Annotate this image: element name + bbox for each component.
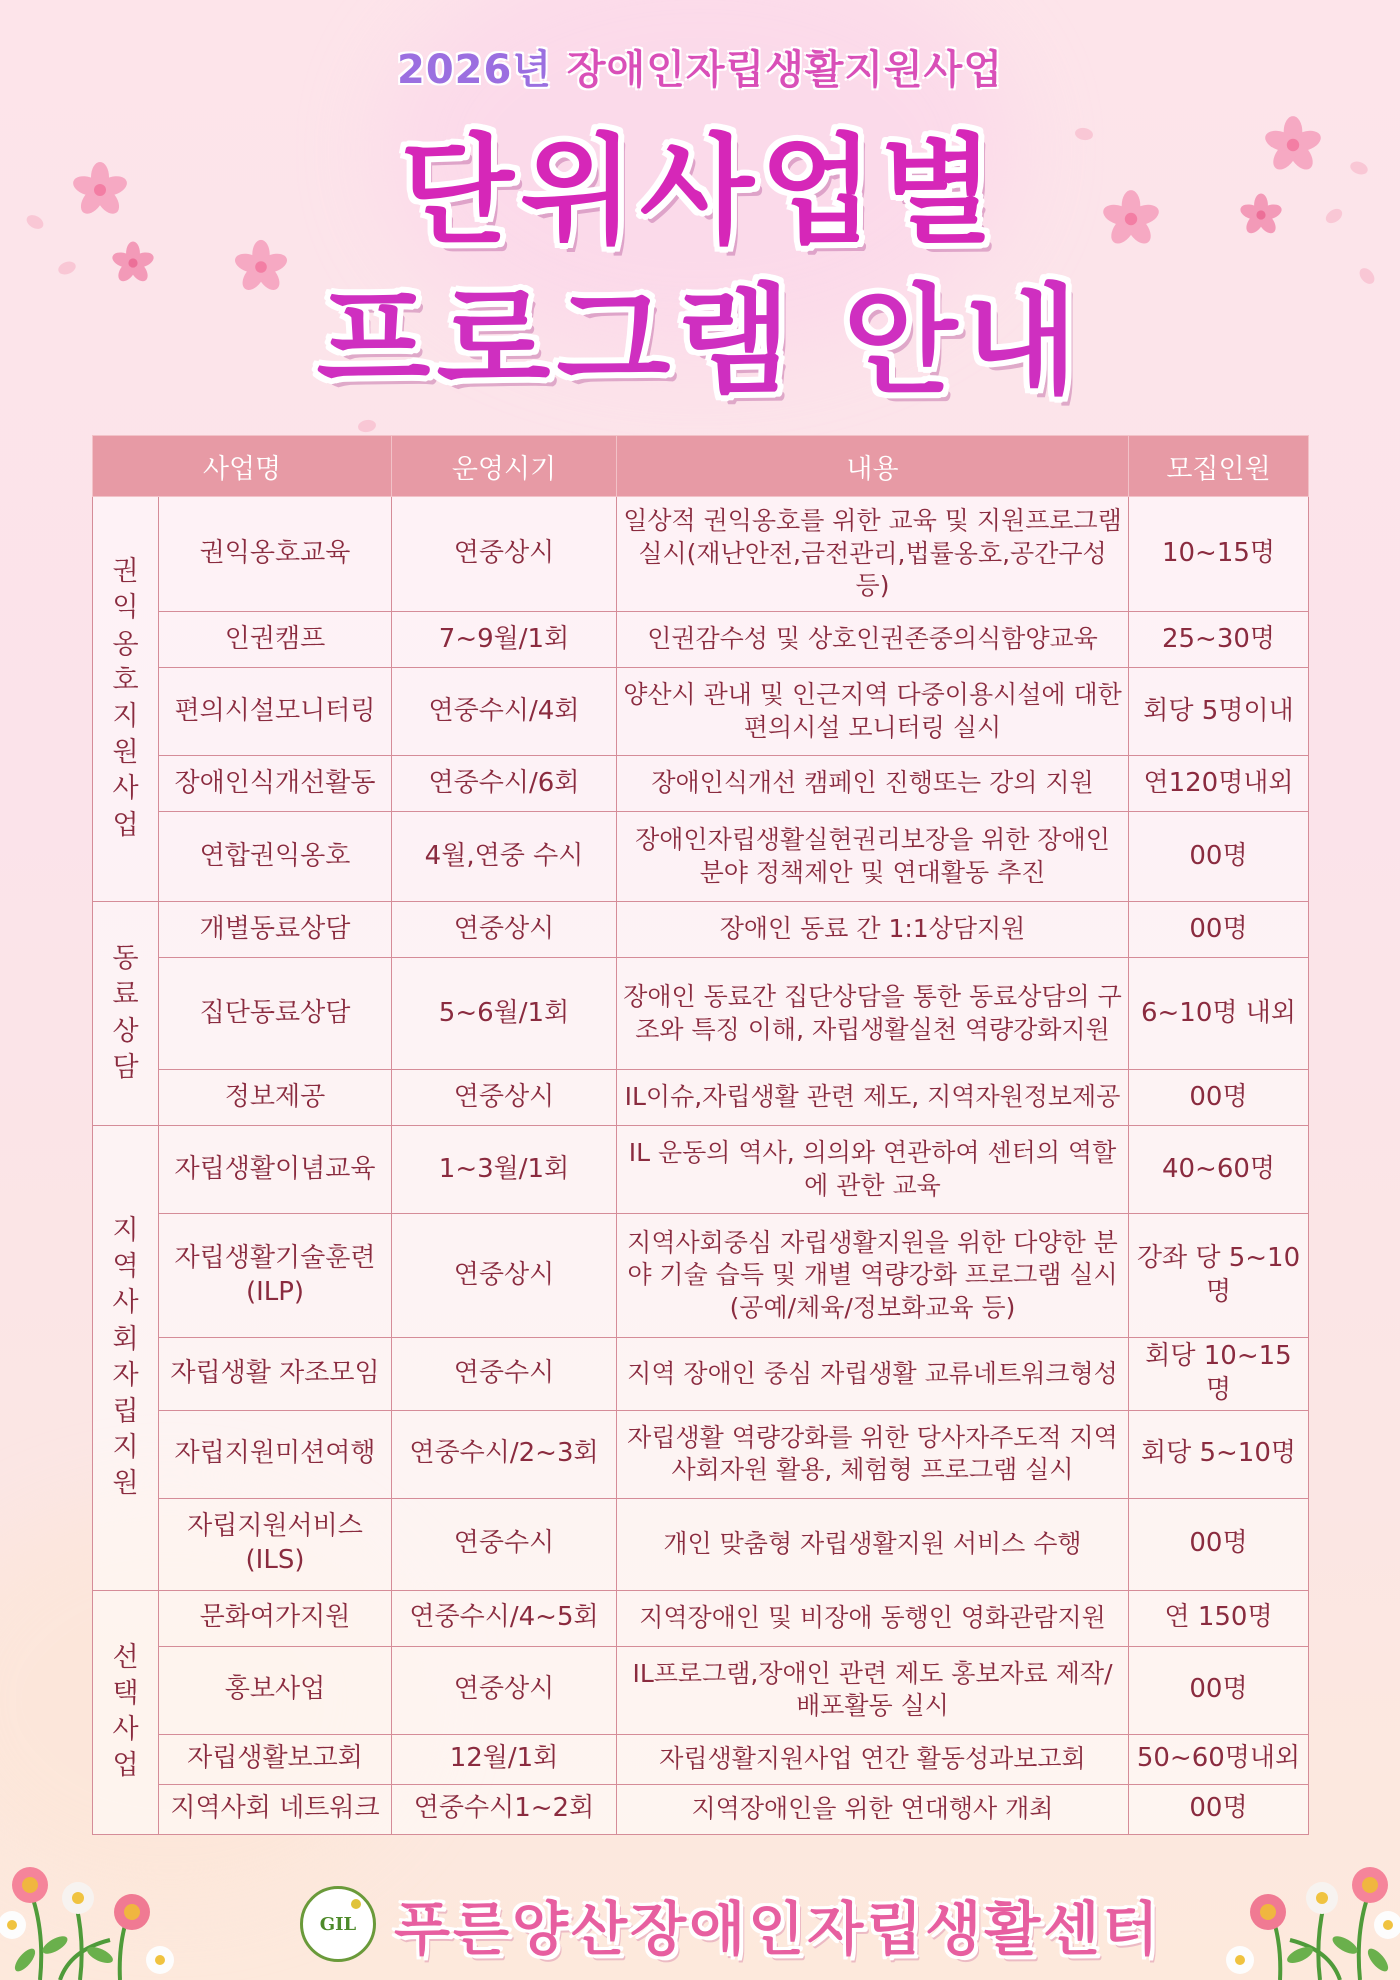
program-content: IL프로그램,장애인 관련 제도 홍보자료 제작/배포활동 실시 bbox=[617, 1646, 1129, 1734]
program-table bbox=[92, 435, 1309, 1835]
program-content: 지역사회중심 자립생활지원을 위한 다양한 분야 기술 습득 및 개별 역량강화 프로그램 실시(공예/체육/정보화교육 등) bbox=[617, 1214, 1129, 1338]
program-period: 연중상시 bbox=[392, 1070, 617, 1126]
category-cell bbox=[93, 1590, 159, 1834]
table-row bbox=[93, 1784, 1309, 1834]
logo-text: GIL bbox=[319, 1913, 357, 1935]
category-label: 지역사회자립지원 bbox=[112, 1215, 139, 1500]
table-row bbox=[93, 1590, 1309, 1646]
poster-subtitle bbox=[0, 38, 1400, 95]
category-label: 권익옹호지원사업 bbox=[112, 556, 139, 841]
table-row bbox=[93, 958, 1309, 1070]
column-header-period: 운영시기 bbox=[392, 436, 617, 497]
program-period: 5~6월/1회 bbox=[392, 958, 617, 1070]
program-content: 장애인식개선 캠페인 진행또는 강의 지원 bbox=[617, 756, 1129, 812]
table-row bbox=[93, 1070, 1309, 1126]
program-content: 인권감수성 및 상호인권존중의식함양교육 bbox=[617, 612, 1129, 668]
program-name: 편의시설모니터링 bbox=[159, 668, 392, 756]
category-label: 선택사업 bbox=[112, 1641, 139, 1782]
program-count: 연 150명 bbox=[1129, 1590, 1309, 1646]
program-period: 연중수시 bbox=[392, 1338, 617, 1411]
program-period: 연중수시 bbox=[392, 1498, 617, 1590]
program-count: 00명 bbox=[1129, 812, 1309, 902]
flower-bouquet-right bbox=[1200, 1820, 1400, 1980]
program-name: 지역사회 네트워크 bbox=[159, 1784, 392, 1834]
program-period: 연중수시/4회 bbox=[392, 668, 617, 756]
program-name: 자립생활 자조모임 bbox=[159, 1338, 392, 1411]
table-row bbox=[93, 1214, 1309, 1338]
program-count: 회당 5명이내 bbox=[1129, 668, 1309, 756]
program-content: 자립생활 역량강화를 위한 당사자주도적 지역사회자원 활용, 체험형 프로그램 실시 bbox=[617, 1410, 1129, 1498]
petal bbox=[357, 419, 377, 434]
program-content: IL이슈,자립생활 관련 제도, 지역자원정보제공 bbox=[617, 1070, 1129, 1126]
petal bbox=[56, 259, 77, 276]
program-count: 10~15명 bbox=[1129, 497, 1309, 612]
program-count: 강좌 당 5~10명 bbox=[1129, 1214, 1309, 1338]
program-content: 양산시 관내 및 인근지역 다중이용시설에 대한 편의시설 모니터링 실시 bbox=[617, 668, 1129, 756]
title-line-2: 프로그램 안내 bbox=[316, 272, 1084, 410]
program-period: 연중상시 bbox=[392, 1646, 617, 1734]
program-count: 회당 10~15명 bbox=[1129, 1338, 1309, 1411]
category-label: 동료상담 bbox=[112, 943, 139, 1083]
column-header-count: 모집인원 bbox=[1129, 436, 1309, 497]
program-content: 일상적 권익옹호를 위한 교육 및 지원프로그램실시(재난안전,금전관리,법률옹호,공간구성 등) bbox=[617, 497, 1129, 612]
table-row bbox=[93, 1646, 1309, 1734]
program-content: 개인 맞춤형 자립생활지원 서비스 수행 bbox=[617, 1498, 1129, 1590]
program-count: 00명 bbox=[1129, 1498, 1309, 1590]
program-content: 지역 장애인 중심 자립생활 교류네트워크형성 bbox=[617, 1338, 1129, 1411]
program-period: 연중상시 bbox=[392, 497, 617, 612]
program-name: 집단동료상담 bbox=[159, 958, 392, 1070]
program-count: 00명 bbox=[1129, 1646, 1309, 1734]
table-row bbox=[93, 1410, 1309, 1498]
table-row bbox=[93, 1338, 1309, 1411]
flower-bouquet-left bbox=[0, 1820, 200, 1980]
program-count: 회당 5~10명 bbox=[1129, 1410, 1309, 1498]
program-content: 장애인자립생활실현권리보장을 위한 장애인 분야 정책제안 및 연대활동 추진 bbox=[617, 812, 1129, 902]
table-row bbox=[93, 1126, 1309, 1214]
program-name: 자립생활기술훈련 (ILP) bbox=[159, 1214, 392, 1338]
program-name: 개별동료상담 bbox=[159, 902, 392, 958]
program-name: 인권캠프 bbox=[159, 612, 392, 668]
program-name: 자립지원미션여행 bbox=[159, 1410, 392, 1498]
program-count: 00명 bbox=[1129, 902, 1309, 958]
program-period: 연중수시/4~5회 bbox=[392, 1590, 617, 1646]
table-row bbox=[93, 902, 1309, 958]
table-row bbox=[93, 1734, 1309, 1784]
program-content: IL 운동의 역사, 의의와 연관하여 센터의 역할에 관한 교육 bbox=[617, 1126, 1129, 1214]
program-period: 1~3월/1회 bbox=[392, 1126, 617, 1214]
program-name: 정보제공 bbox=[159, 1070, 392, 1126]
program-name: 연합권익옹호 bbox=[159, 812, 392, 902]
title-line-1: 단위사업별 bbox=[400, 122, 1000, 260]
program-content: 장애인 동료 간 1:1상담지원 bbox=[617, 902, 1129, 958]
program-period: 연중상시 bbox=[392, 1214, 617, 1338]
program-content: 장애인 동료간 집단상담을 통한 동료상담의 구조와 특징 이해, 자립생활실천 역량강화지원 bbox=[617, 958, 1129, 1070]
program-period: 7~9월/1회 bbox=[392, 612, 617, 668]
program-content: 지역장애인 및 비장애 동행인 영화관람지원 bbox=[617, 1590, 1129, 1646]
subtitle-year: 2026년 bbox=[397, 47, 552, 93]
program-count: 00명 bbox=[1129, 1784, 1309, 1834]
program-name: 문화여가지원 bbox=[159, 1590, 392, 1646]
program-name: 장애인식개선활동 bbox=[159, 756, 392, 812]
column-header-name: 사업명 bbox=[93, 436, 392, 497]
subtitle-program: 장애인자립생활지원사업 bbox=[566, 47, 1003, 93]
footer bbox=[300, 1884, 1161, 1964]
program-count: 연120명내외 bbox=[1129, 756, 1309, 812]
program-content: 지역장애인을 위한 연대행사 개최 bbox=[617, 1784, 1129, 1834]
program-name: 자립생활이념교육 bbox=[159, 1126, 392, 1214]
table-row bbox=[93, 1498, 1309, 1590]
program-count: 50~60명내외 bbox=[1129, 1734, 1309, 1784]
organization-logo bbox=[300, 1886, 376, 1962]
table-row bbox=[93, 497, 1309, 612]
program-period: 연중수시/6회 bbox=[392, 756, 617, 812]
category-cell bbox=[93, 1126, 159, 1591]
program-name: 자립지원서비스 (ILS) bbox=[159, 1498, 392, 1590]
table-row bbox=[93, 668, 1309, 756]
program-count: 00명 bbox=[1129, 1070, 1309, 1126]
program-content: 자립생활지원사업 연간 활동성과보고회 bbox=[617, 1734, 1129, 1784]
logo-dot bbox=[351, 1899, 361, 1909]
category-cell bbox=[93, 497, 159, 902]
table-header-row bbox=[93, 436, 1309, 497]
table-row bbox=[93, 612, 1309, 668]
program-name: 자립생활보고회 bbox=[159, 1734, 392, 1784]
organization-name: 푸른양산장애인자립생활센터 bbox=[394, 1895, 1162, 1963]
program-name: 홍보사업 bbox=[159, 1646, 392, 1734]
program-name: 권익옹호교육 bbox=[159, 497, 392, 612]
program-period: 연중수시1~2회 bbox=[392, 1784, 617, 1834]
program-period: 연중상시 bbox=[392, 902, 617, 958]
program-count: 40~60명 bbox=[1129, 1126, 1309, 1214]
program-period: 4월,연중 수시 bbox=[392, 812, 617, 902]
table-row bbox=[93, 812, 1309, 902]
program-count: 6~10명 내외 bbox=[1129, 958, 1309, 1070]
category-cell bbox=[93, 902, 159, 1126]
program-period: 12월/1회 bbox=[392, 1734, 617, 1784]
program-period: 연중수시/2~3회 bbox=[392, 1410, 617, 1498]
program-count: 25~30명 bbox=[1129, 612, 1309, 668]
table-row bbox=[93, 756, 1309, 812]
column-header-content: 내용 bbox=[617, 436, 1129, 497]
